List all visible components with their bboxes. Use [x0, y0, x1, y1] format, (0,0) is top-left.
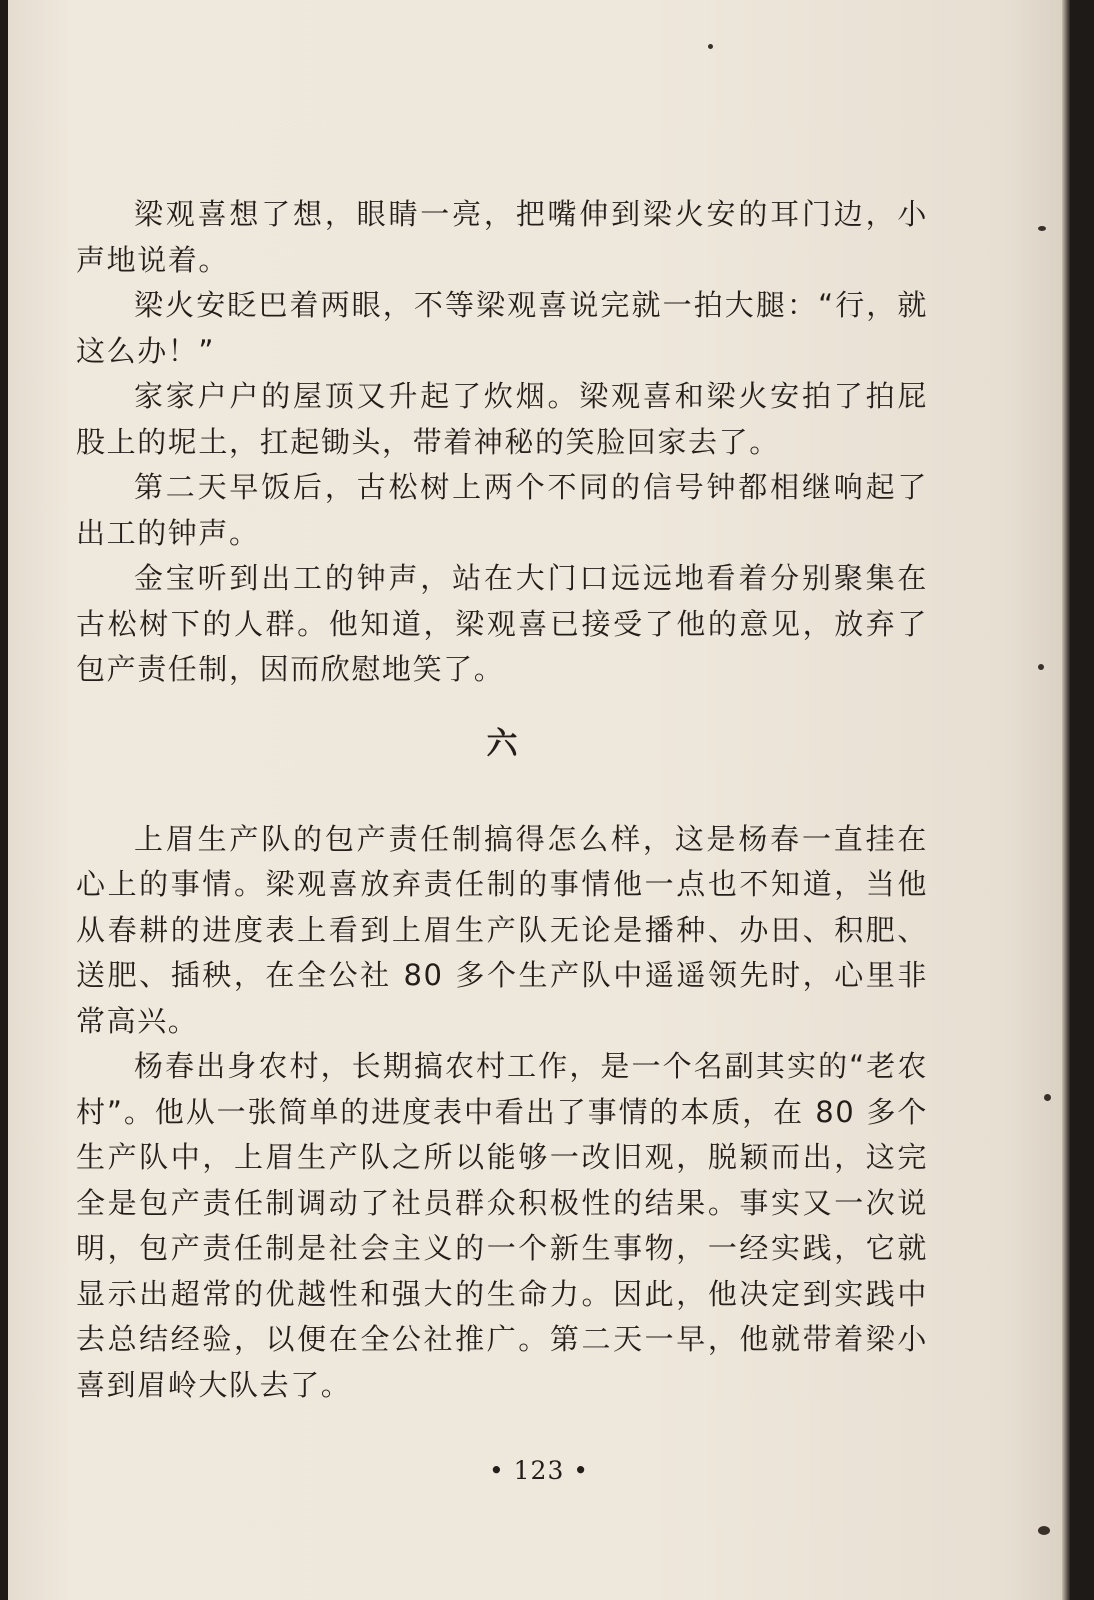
- section-heading: 六: [486, 725, 518, 762]
- paragraph: 杨春出身农村，长期搞农村工作，是一个名副其实的“老农村”。他从一张简单的进度表中看出了事情的本质，在 80 多个生产队中，上眉生产队之所以能够一改旧观，脱颖而出，这完全是包产责任制调动了社员群众积极性的结果。事实又一次说明，包产责任制是社会主义的一个新生事物，一经实践，它就显示出超常的优越性和强大的生命力。因此，他决定到实践中去总结经验，以便在全公社推广。第二天一早，他就带着梁小喜到眉岭大队去了。: [76, 1049, 928, 1402]
- page-number: • 123 •: [488, 1456, 590, 1485]
- page-edge-shadow: [1062, 0, 1070, 1600]
- book-page: [8, 0, 1070, 1600]
- paragraph: 家家户户的屋顶又升起了炊烟。梁观喜和梁火安拍了拍屁股上的坭土，扛起锄头，带着神秘的笑脸回家去了。: [76, 379, 928, 459]
- ink-speck: [708, 44, 713, 49]
- paragraph: 梁观喜想了想，眼睛一亮，把嘴伸到梁火安的耳门边，小声地说着。: [76, 197, 928, 277]
- ink-speck: [1038, 1526, 1050, 1535]
- body-text: [76, 192, 928, 1408]
- paragraph: 第二天早饭后，古松树上两个不同的信号钟都相继响起了出工的钟声。: [76, 470, 928, 550]
- paragraph: 上眉生产队的包产责任制搞得怎么样，这是杨春一直挂在心上的事情。梁观喜放弃责任制的事情他一点也不知道，当他从春耕的进度表上看到上眉生产队无论是播种、办田、积肥、送肥、插秧，在全公社 80 多个生产队中遥遥领先时，心里非常高兴。: [76, 821, 928, 1038]
- ink-speck: [1044, 1094, 1051, 1101]
- ink-speck: [1038, 664, 1044, 670]
- ink-speck: [1038, 226, 1046, 231]
- paragraph: 梁火安眨巴着两眼，不等梁观喜说完就一拍大腿：“行，就这么办！”: [76, 288, 928, 368]
- paragraph: 金宝听到出工的钟声，站在大门口远远地看着分别聚集在古松树下的人群。他知道，梁观喜已接受了他的意见，放弃了包产责任制，因而欣慰地笑了。: [76, 561, 928, 686]
